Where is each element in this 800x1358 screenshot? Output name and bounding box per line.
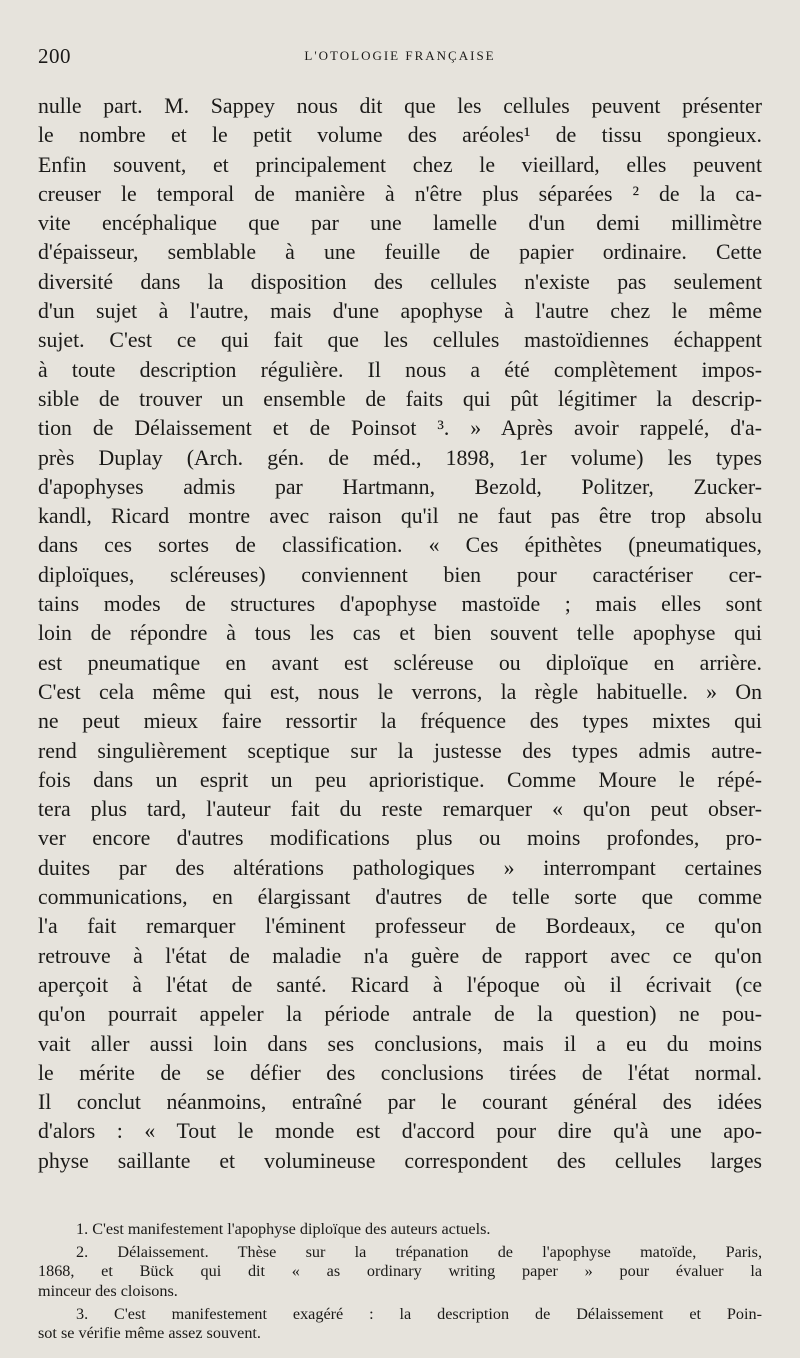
text-line: d'alors : « Tout le monde est d'accord pour dire qu'à une apo- [38,1119,762,1144]
body-text [38,92,762,1176]
text-line: le mérite de se défier des conclusions tirées de l'état normal. [38,1060,762,1085]
text-line: sible de trouver un ensemble de faits qui pût légitimer la descrip- [38,386,762,411]
page-number: 200 [38,44,71,68]
footnote-line: 1. C'est manifestement l'apophyse diploïque des auteurs actuels. [76,1219,491,1238]
text-line: près Duplay (Arch. gén. de méd., 1898, 1er volume) les types [38,445,762,470]
text-line: d'un sujet à l'autre, mais d'une apophyse à l'autre chez le même [38,299,762,324]
text-line: le nombre et le petit volume des aréoles¹ de tissu spongieux. [38,123,762,148]
text-line: tains modes de structures d'apophyse mastoïde ; mais elles sont [38,592,762,617]
text-line: d'épaisseur, semblable à une feuille de papier ordinaire. Cette [38,240,762,265]
text-line: l'a fait remarquer l'éminent professeur de Bordeaux, ce qu'on [38,914,762,939]
text-line: dans ces sortes de classification. « Ces épithètes (pneumatiques, [38,533,762,558]
text-line: Enfin souvent, et principalement chez le vieillard, elles peuvent [38,152,762,177]
text-line: qu'on pourrait appeler la période antrale de la question) ne pou- [38,1002,762,1027]
footnote-line: minceur des cloisons. [38,1281,178,1300]
footnote-line: 3. C'est manifestement exagéré : la description de Délaissement et Poin- [76,1304,762,1323]
text-line: fois dans un esprit un peu aprioristique. Comme Moure le répé- [38,767,762,792]
page-header [38,38,762,78]
text-line: tera plus tard, l'auteur fait du reste remarquer « qu'on peut obser- [38,797,762,822]
text-line: vite encéphalique que par une lamelle d'un demi millimètre [38,211,762,236]
text-line: aperçoit à l'état de santé. Ricard à l'époque où il écrivait (ce [38,972,762,997]
text-line: Il conclut néanmoins, entraîné par le courant général des idées [38,1090,762,1115]
text-line: rend singulièrement sceptique sur la justesse des types admis autre- [38,738,762,763]
text-line: d'apophyses admis par Hartmann, Bezold, Politzer, Zucker- [38,474,762,499]
text-line: est pneumatique en avant est scléreuse ou diploïque en arrière. [38,650,762,675]
text-line: loin de répondre à tous les cas et bien souvent telle apophyse qui [38,621,762,646]
footnote-line: 2. Délaissement. Thèse sur la trépanation de l'apophyse matoïde, Paris, [76,1243,762,1262]
footnote-line: 1868, et Bück qui dit « as ordinary writing paper » pour évaluer la [38,1262,762,1281]
running-title: L'OTOLOGIE FRANÇAISE [304,48,496,63]
footnote-line: sot se vérifie même assez souvent. [38,1324,261,1342]
footnote [38,1220,762,1239]
text-line: nulle part. M. Sappey nous dit que les cellules peuvent présenter [38,94,762,118]
text-line: à toute description régulière. Il nous a été complètement impos- [38,357,762,382]
text-line: duites par des altérations pathologiques » interrompant certaines [38,855,762,880]
text-line: diploïques, scléreuses) conviennent bien pour caractériser cer- [38,562,762,587]
text-line: communications, en élargissant d'autres de telle sorte que comme [38,885,762,910]
footnote [38,1243,762,1301]
footnote [38,1305,762,1343]
text-line: tion de Délaissement et de Poinsot ³. » Après avoir rappelé, d'a- [38,416,762,441]
text-line: retrouve à l'état de maladie n'a guère de rapport avec ce qu'on [38,943,762,968]
text-line: C'est cela même qui est, nous le verrons, la règle habituelle. » On [38,679,762,704]
text-line: creuser le temporal de manière à n'être plus séparées ² de la ca- [38,181,762,206]
text-line: vait aller aussi loin dans ses conclusions, mais il a eu du moins [38,1031,762,1056]
footnotes [38,1220,762,1343]
text-line: ver encore d'autres modifications plus ou moins profondes, pro- [38,826,762,851]
text-line: ne peut mieux faire ressortir la fréquence des types mixtes qui [38,709,762,734]
text-line: diversité dans la disposition des cellules n'existe pas seulement [38,269,762,294]
text-line: kandl, Ricard montre avec raison qu'il ne faut pas être trop absolu [38,504,762,529]
text-line: physe saillante et volumineuse correspondent des cellules larges [38,1148,762,1173]
text-line: sujet. C'est ce qui fait que les cellules mastoïdiennes échappent [38,328,762,353]
